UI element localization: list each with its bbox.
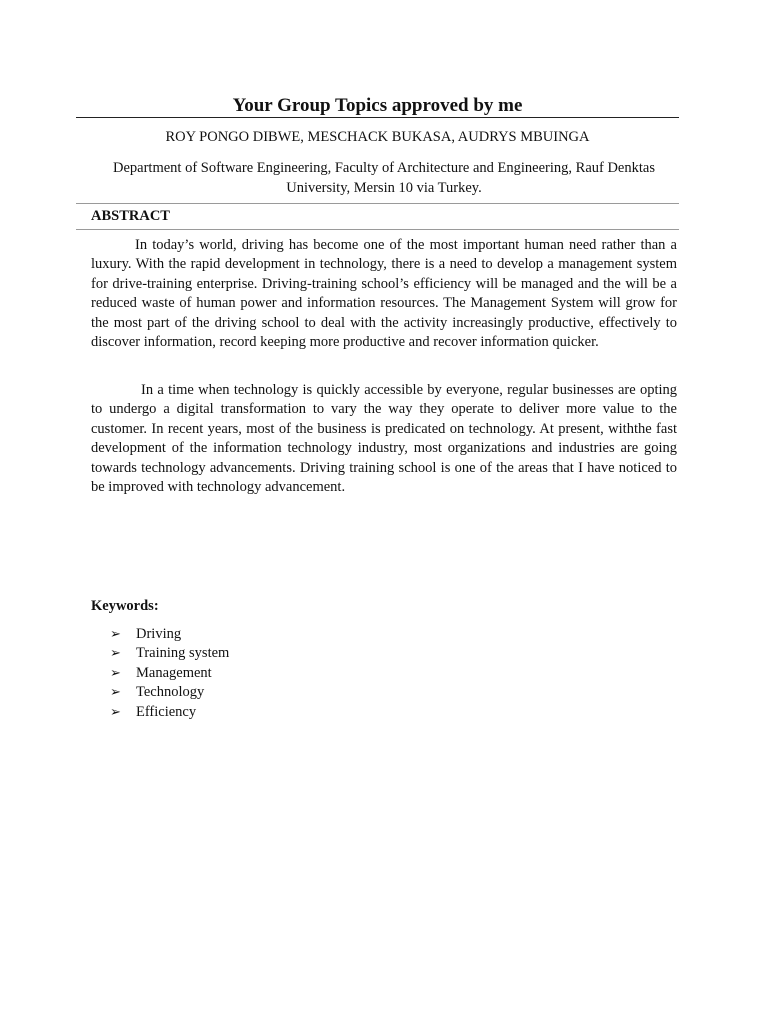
keywords-heading: Keywords: (91, 598, 159, 614)
affiliation: Department of Software Engineering, Faculty of Architecture and Engineering, Rauf Denktas University, Mersin 10 via Turkey. (113, 160, 655, 196)
keyword-text: Technology (136, 684, 205, 701)
keyword-list (110, 625, 229, 722)
keyword-item (110, 625, 229, 644)
abstract-bottom-divider (76, 229, 679, 230)
keyword-item (110, 644, 229, 663)
arrow-bullet-icon: ➢ (110, 646, 121, 662)
keyword-text: Management (136, 664, 212, 681)
document-title: Your Group Topics approved by me (232, 95, 523, 116)
keyword-text: Training system (136, 645, 230, 662)
keyword-text: Driving (136, 626, 182, 642)
abstract-paragraph: In a time when technology is quickly accessible by everyone, regular businesses are opting to undergo a digital transformation to vary the way they operate to deliver more value to the customer. In recent years, most of the business is predicated on technology. At present, withthe fast development of the information technology industry, most organizations and industries are going towards technology advancements. Driving training school is one of the areas that I have noticed to be improved with technology advancement. (91, 382, 677, 496)
arrow-bullet-icon: ➢ (110, 665, 121, 681)
keyword-item (110, 703, 229, 722)
title-divider (76, 117, 679, 118)
author-list: ROY PONGO DIBWE, MESCHACK BUKASA, AUDRYS MBUINGA (165, 129, 590, 145)
abstract-heading: ABSTRACT (91, 208, 170, 224)
keyword-text: Efficiency (136, 703, 197, 720)
keyword-item (110, 683, 229, 702)
arrow-bullet-icon: ➢ (110, 704, 121, 720)
arrow-bullet-icon: ➢ (110, 627, 121, 642)
abstract-top-divider (76, 203, 679, 204)
abstract-paragraph: In today’s world, driving has become one of the most important human need rather than a luxury. With the rapid development in technology, there is a need to develop a management system for drive-training enterprise. Driving-training school’s efficiency will be managed and the will be a reduced waste of human power and information resources. The Management System will grow for the most part of the driving school to deal with the activity increasingly productive, effectively to discover information, record keeping more productive and recover information quicker. (91, 237, 677, 351)
keyword-item (110, 664, 229, 683)
arrow-bullet-icon: ➢ (110, 685, 121, 701)
